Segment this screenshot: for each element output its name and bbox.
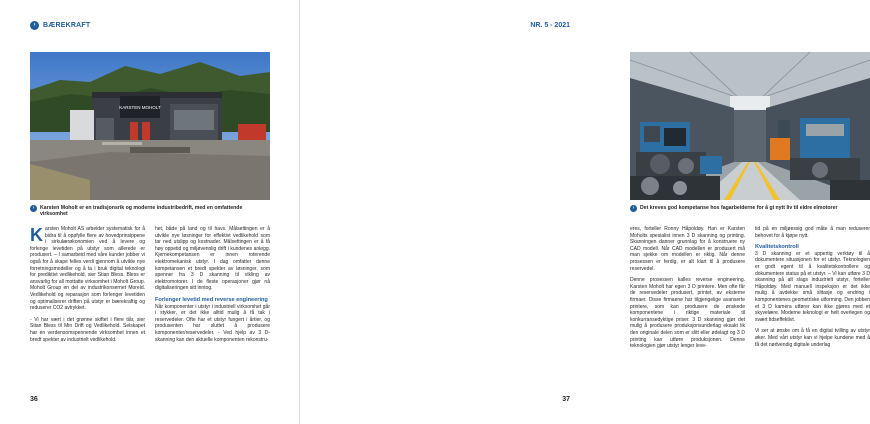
text-column bbox=[630, 226, 745, 355]
building-sign: KARSTEN MOHOLT bbox=[119, 105, 161, 110]
paragraph: Karsten Moholt AS arbeider systematisk for å bidra til å oppfylle flere av hovedprinsippene i sirkulærøkonomien ved å levere og forlenge levetiden på utstyr som allerede er produsert. – I samarbeid med våre kunder jobber vi også for å skape felles verdi gjennom å utvikle nye forretningsmodeller og å ta i bruk digital teknologi for prediktivt vedlikehold, sier Stian Bless. Bless er ansvarlig for all mottatte virksomhet i Moholt Group. Moholt Group en del av industrikonsernet Moreld. Vedlikehold og reparasjon som forlenger levetiden og optimaliserer driften på utstyr er bærekraftig og reduserer CO2 avtrykket. bbox=[30, 225, 145, 312]
text-column bbox=[30, 226, 145, 348]
article-columns bbox=[630, 226, 870, 355]
paragraph: het, både på land og til havs. Målsettingen er å utvikle nye løsninger for effektivt vedlikehold som tar ned utslipp og kostnader. Målsettingen er å få høy oppetid og miljøvennlig drift i kundenes anlegg. Kjernekompetansen er innen roterende elektromekanisk utstyr. I dag omfatter denne kompetansen et bredt spekter av løsninger, som spenner fra 3 D skanning til vikling av elektromotorer. I de fleste operasjoner gjør nå digitaliseringen sitt inntog. bbox=[155, 226, 270, 292]
arrow-circle-icon: › bbox=[30, 21, 39, 30]
photo-caption bbox=[630, 205, 870, 212]
building-photo bbox=[30, 52, 270, 200]
section-title: BÆREKRAFT bbox=[43, 21, 91, 29]
paragraph: 3 D skanning er et uppertig verktøy til å dokumentere situasjonen for et utstyr. Teknologien er godt egent til å kvalitetskontrollere og dokumentere status på et utstyr. – Vi kan utføre 3 D skanning på alt slags industrielt utstyr, forteller Håpoldøy. Med manuell inspeksjon er det ikke mulig å avdekke små slitasje og endring i komponentenes geometriske utforming. Den jobben et 3 D kamera utfører kan ikke gjøres med et skyvelære. Moderne teknologi er helt overlegen og svært tidseffektivt. bbox=[755, 250, 870, 323]
issue-header bbox=[530, 19, 570, 31]
paragraph: Vi ser at ønske om å få en digital tvilling av utstyr øker. Med vårt utstyr kan vi hjelpe kundene med å få det nødvendig digitale underlag bbox=[755, 328, 870, 348]
text-column bbox=[755, 226, 870, 355]
text-column bbox=[155, 226, 270, 348]
drop-cap: K bbox=[30, 225, 43, 245]
photo-caption bbox=[30, 205, 270, 218]
caption-text: Karsten Moholt er en tradisjonsrik og moderne industribedrift, med en omfattende virksomhet bbox=[40, 205, 243, 218]
paragraph: tid på en miljøessig god måte å man reduserer behovet for å kjøpe nytt. bbox=[755, 226, 870, 239]
article-columns bbox=[30, 226, 270, 348]
workshop-photo bbox=[630, 52, 870, 200]
issue-number: NR. 5 - 2021 bbox=[530, 21, 570, 29]
section-header bbox=[30, 19, 90, 31]
paragraph: Denne prosessen kalles reverse engineering. Karsten Moholt har egen 3 D printere. Men ofte får de reservedeler produsert, printet, av eksterne firmaer. Disse firmaene har tilgjengelige avanserte printere, som kan produsere de ønskede komponentene i riktige materiale til konkurransedyktige priser. 3 D skanning gjør det mulig å produsere produksjonsunderlag eksakt lik den originale delen som er slitt eller ødelagt og 3 D printing kan utføre produksjonen. Denne teknologien gjør utstyr lenger leve- bbox=[630, 277, 745, 350]
right-page bbox=[300, 0, 870, 424]
page-number: 36 bbox=[30, 396, 38, 403]
arrow-circle-icon: › bbox=[30, 205, 37, 212]
caption-text: Det kreves god kompetanse hos fagarbeiderne for å gi nytt liv til eldre elmotorer bbox=[640, 205, 838, 211]
subheading: Kvalitetskontroll bbox=[755, 244, 799, 251]
page-number: 37 bbox=[562, 396, 570, 403]
arrow-circle-icon: › bbox=[630, 205, 637, 212]
subheading: Forlenger levetid med reverse engineering bbox=[155, 296, 268, 303]
left-page bbox=[0, 0, 300, 424]
paragraph: - Vi har vært i det grønne skiftet i flere tiår, sier Stian Bless til Min Drift og Vedlikehold. Selskapet har en verdensomspennende virksomhet innen et bredt spekter av industrielt vedlikehold. bbox=[30, 316, 145, 343]
paragraph: eres, forteller Ronny Håpoldøy. Han er Karsten Moholts spesialist innen 3 D skanning og printing. Skanningen danner grunnlag for å konstruere ny CAD modell. Når CAD modellen er produsert må man sjekke om modellen er riktig. Når denne prosessen er ferdig, er alt klart til å produsere reservedel. bbox=[630, 226, 745, 272]
paragraph: Når komponenter i utstyr i industriell virksomhet går i stykker, er det ikke alltid mulig å få tak i reservedeler. Ofte har et utstyr fungert i årtier, og produsenten har sluttet å produsere komponenter/reservedeler. - Ved hjelp av 3 D-skanning kan den aktuelle komponenten rekonstru- bbox=[155, 303, 270, 343]
